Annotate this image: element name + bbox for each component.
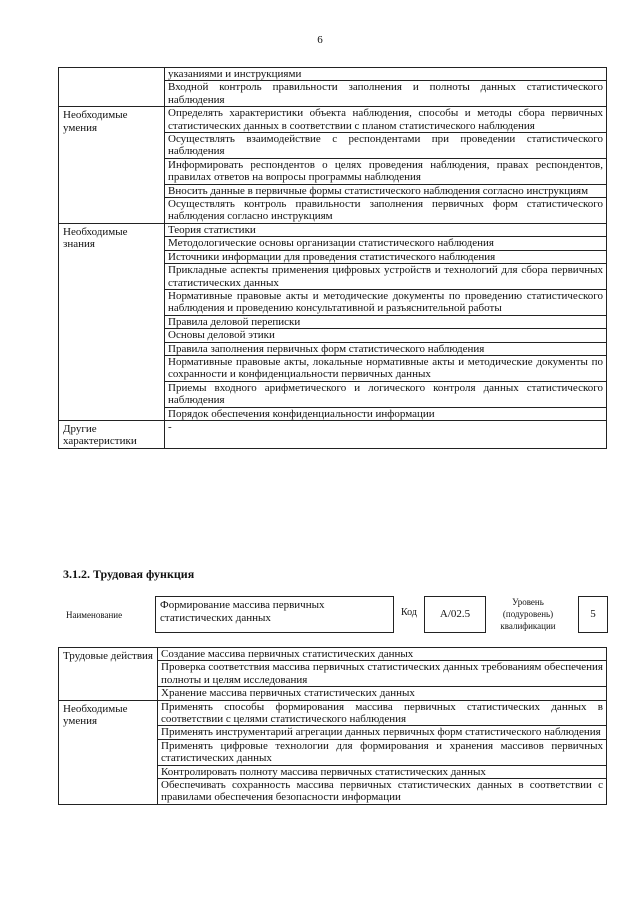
row-item-text: Правила деловой переписки — [165, 315, 607, 328]
row-item-text: Применять способы формирования массива первичных статистических данных в соответствии с целями статистического наблюдения — [158, 700, 607, 726]
name-value: Формирование массива первичных статистических данных — [155, 596, 394, 633]
table-row — [59, 68, 607, 81]
row-item-text: Нормативные правовые акты и методические документы по проведению статистического наблюдения и проведению консультативной и разъяснительной работы — [165, 289, 607, 315]
row-item-text: Вносить данные в первичные формы статистического наблюдения согласно инструкциям — [165, 184, 607, 197]
row-category-label: Трудовые действия — [59, 648, 158, 701]
row-item-text: Осуществлять взаимодействие с респондентами при проведении статистического наблюдения — [165, 133, 607, 159]
row-item-text: - — [165, 420, 607, 448]
row-item-text: Применять цифровые технологии для формирования и хранения массивов первичных статистических данных — [158, 739, 607, 765]
row-item-text: Определять характеристики объекта наблюдения, способы и методы сбора первичных статистических данных в соответствии с планом статистического наблюдения — [165, 107, 607, 133]
row-item-text: Правила заполнения первичных форм статистического наблюдения — [165, 342, 607, 355]
row-item-text: Контролировать полноту массива первичных статистических данных — [158, 765, 607, 778]
row-item-text: Хранение массива первичных статистических данных — [158, 687, 607, 700]
row-item-text: Основы деловой этики — [165, 329, 607, 342]
code-value: A/02.5 — [424, 596, 486, 633]
row-item-text: Проверка соответствия массива первичных статистических данных требованиям обеспечения полноты и целям исследования — [158, 661, 607, 687]
table-row — [59, 223, 607, 236]
section-title: 3.1.2. Трудовая функция — [63, 567, 195, 581]
row-category-label: Другие характеристики — [59, 420, 165, 448]
row-item-text: Осуществлять контроль правильности заполнения первичных форм статистического наблюдения согласно инструкциям — [165, 198, 607, 224]
level-label: Уровень (подуровень) квалификации — [500, 597, 556, 631]
row-item-text: Создание массива первичных статистических данных — [158, 648, 607, 661]
row-item-text: Теория статистики — [165, 223, 607, 236]
row-item-text: Прикладные аспекты применения цифровых устройств и технологий для сбора первичных статистических данных — [165, 264, 607, 290]
table-row — [59, 648, 607, 661]
row-category-label: Необходимые знания — [59, 223, 165, 420]
row-item-text: Входной контроль правильности заполнения и полноты данных статистического наблюдения — [165, 81, 607, 107]
competency-table — [58, 67, 607, 449]
row-item-text: Приемы входного арифметического и логического контроля данных статистического наблюдения — [165, 381, 607, 407]
table-row — [59, 107, 607, 133]
row-category-label — [59, 68, 165, 107]
row-category-label: Необходимые умения — [59, 107, 165, 224]
table-row — [59, 700, 607, 726]
row-item-text: Методологические основы организации статистического наблюдения — [165, 237, 607, 250]
page-number: 6 — [317, 34, 323, 46]
code-label: Код — [401, 607, 417, 618]
row-item-text: Применять инструментарий агрегации данных первичных форм статистического наблюдения — [158, 726, 607, 739]
name-label: Наименование — [66, 610, 123, 620]
labor-function-table — [58, 647, 607, 805]
level-value: 5 — [578, 596, 608, 633]
function-naming-row — [58, 594, 618, 634]
row-item-text: Информировать респондентов о целях проведения наблюдения, правах респондентов, правилах ответов на вопросы программы наблюдения — [165, 158, 607, 184]
row-item-text: Порядок обеспечения конфиденциальности информации — [165, 407, 607, 420]
table-row — [59, 420, 607, 448]
row-item-text: указаниями и инструкциями — [165, 68, 607, 81]
row-item-text: Обеспечивать сохранность массива первичных статистических данных в соответствии с правилами обеспечения безопасности информации — [158, 779, 607, 805]
row-item-text: Нормативные правовые акты, локальные нормативные акты и методические документы по сохранности и конфиденциальности первичных данных — [165, 355, 607, 381]
row-item-text: Источники информации для проведения статистического наблюдения — [165, 250, 607, 263]
row-category-label: Необходимые умения — [59, 700, 158, 804]
